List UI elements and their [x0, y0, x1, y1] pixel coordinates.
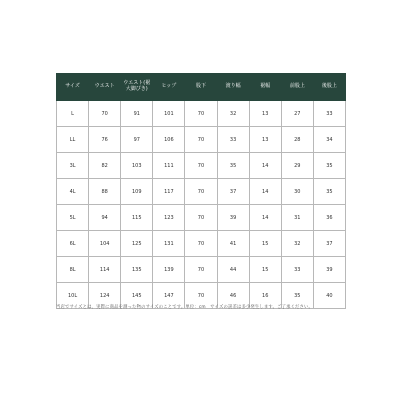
table-row — [57, 127, 346, 153]
table-cell: 111 — [153, 153, 185, 179]
table-row — [57, 231, 346, 257]
table-cell: 28 — [281, 127, 313, 153]
table-cell: 70 — [185, 231, 217, 257]
table-cell: 70 — [185, 205, 217, 231]
header-waist: ウエスト — [89, 74, 121, 101]
table-row — [57, 205, 346, 231]
table-cell: 125 — [121, 231, 153, 257]
table-cell: 70 — [89, 101, 121, 127]
table-cell: 103 — [121, 153, 153, 179]
table-cell: 104 — [89, 231, 121, 257]
table-cell: 39 — [217, 205, 249, 231]
table-header-row — [57, 74, 346, 101]
header-hem-width: 裾幅 — [249, 74, 281, 101]
table-cell: 27 — [281, 101, 313, 127]
table-cell: 33 — [313, 101, 345, 127]
table-cell: 13 — [249, 127, 281, 153]
table-cell: 35 — [313, 153, 345, 179]
table-cell: 135 — [121, 257, 153, 283]
table-cell: 14 — [249, 179, 281, 205]
table-cell: 39 — [313, 257, 345, 283]
table-row — [57, 101, 346, 127]
table-cell: 37 — [217, 179, 249, 205]
table-cell: 4L — [57, 179, 89, 205]
table-cell: 16 — [249, 283, 281, 309]
table-cell: 114 — [89, 257, 121, 283]
table-cell: 131 — [153, 231, 185, 257]
table-cell: 14 — [249, 205, 281, 231]
table-cell: 139 — [153, 257, 185, 283]
table-cell: 35 — [313, 179, 345, 205]
table-row — [57, 153, 346, 179]
table-cell: 46 — [217, 283, 249, 309]
header-back-rise: 後股上 — [313, 74, 345, 101]
table-cell: 70 — [185, 101, 217, 127]
table-cell: 32 — [281, 231, 313, 257]
table-row — [57, 179, 346, 205]
table-cell: L — [57, 101, 89, 127]
table-row — [57, 257, 346, 283]
table-cell: 109 — [121, 179, 153, 205]
table-cell: 115 — [121, 205, 153, 231]
table-cell: 70 — [185, 153, 217, 179]
header-thigh-width: 渡り幅 — [217, 74, 249, 101]
table-cell: 35 — [281, 283, 313, 309]
table-cell: 106 — [153, 127, 185, 153]
table-cell: 82 — [89, 153, 121, 179]
header-size: サイズ — [57, 74, 89, 101]
table-cell: 88 — [89, 179, 121, 205]
table-cell: 3L — [57, 153, 89, 179]
table-cell: 123 — [153, 205, 185, 231]
table-cell: 91 — [121, 101, 153, 127]
size-table — [56, 73, 346, 309]
table-cell: 34 — [313, 127, 345, 153]
table-cell: 10L — [57, 283, 89, 309]
table-cell: 31 — [281, 205, 313, 231]
table-cell: 41 — [217, 231, 249, 257]
table-cell: 76 — [89, 127, 121, 153]
table-cell: 117 — [153, 179, 185, 205]
table-cell: 15 — [249, 257, 281, 283]
table-cell: 8L — [57, 257, 89, 283]
table-cell: 145 — [121, 283, 153, 309]
table-cell: 35 — [217, 153, 249, 179]
table-cell: 6L — [57, 231, 89, 257]
table-cell: 70 — [185, 283, 217, 309]
table-cell: 36 — [313, 205, 345, 231]
table-cell: 32 — [217, 101, 249, 127]
header-waist-stretched: ウエスト(裾 大脚びき) — [121, 74, 153, 101]
table-cell: 70 — [185, 179, 217, 205]
table-cell: 94 — [89, 205, 121, 231]
table-cell: 44 — [217, 257, 249, 283]
table-cell: 147 — [153, 283, 185, 309]
table-cell: 5L — [57, 205, 89, 231]
table-cell: 70 — [185, 127, 217, 153]
table-cell: 13 — [249, 101, 281, 127]
table-cell: 33 — [281, 257, 313, 283]
table-cell: 14 — [249, 153, 281, 179]
table-cell: 33 — [217, 127, 249, 153]
table-cell: 15 — [249, 231, 281, 257]
header-front-rise: 前股上 — [281, 74, 313, 101]
size-note: 当店でサイズとは、実際に商品を測った物のサイズのことです。単位：cm サイズの誤差は多少発生します。ご了承ください。 — [56, 305, 314, 310]
table-cell: 29 — [281, 153, 313, 179]
table-cell: 37 — [313, 231, 345, 257]
table-cell: 30 — [281, 179, 313, 205]
table-cell: 70 — [185, 257, 217, 283]
header-hip: ヒップ — [153, 74, 185, 101]
table-body — [57, 101, 346, 309]
table-cell: LL — [57, 127, 89, 153]
table-cell: 101 — [153, 101, 185, 127]
header-inseam: 股下 — [185, 74, 217, 101]
table-cell: 124 — [89, 283, 121, 309]
table-cell: 40 — [313, 283, 345, 309]
table-cell: 97 — [121, 127, 153, 153]
